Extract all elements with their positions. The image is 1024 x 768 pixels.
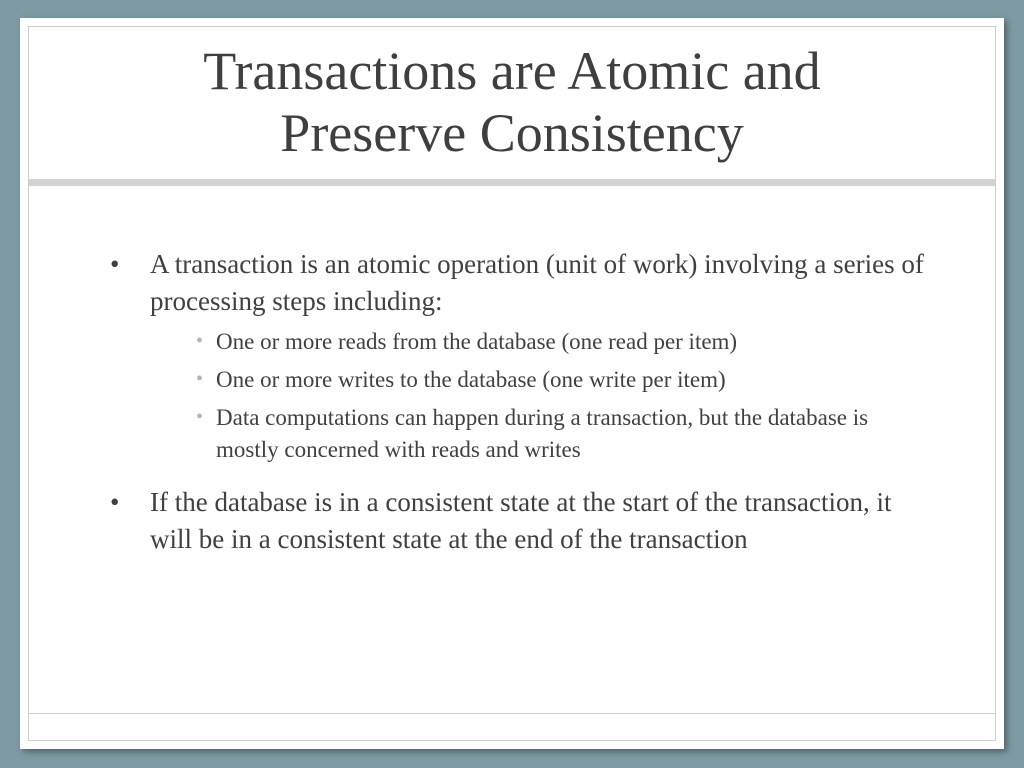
bullet-icon: • xyxy=(110,249,120,279)
sub-bullet-2 xyxy=(150,364,930,396)
sub-bullet-icon: • xyxy=(196,330,204,352)
sub-bullet-icon: • xyxy=(196,368,204,390)
bullet-1 xyxy=(110,246,930,466)
bullet-2-text: If the database is in a consistent state at the start of the transaction, it will be in a consistent state at the end of the transaction xyxy=(150,487,892,554)
footer-divider xyxy=(29,713,995,714)
slide-title xyxy=(60,40,964,164)
bullet-icon: • xyxy=(110,487,120,517)
bullet-1-text: A transaction is an atomic operation (unit of work) involving a series of processing steps including: xyxy=(150,249,924,316)
bullet-2 xyxy=(110,484,930,558)
title-line-1: Transactions are Atomic and xyxy=(203,41,821,101)
sub-bullet-1-text: One or more reads from the database (one read per item) xyxy=(216,329,738,354)
slide xyxy=(20,18,1004,749)
slide-body xyxy=(110,246,930,572)
sub-bullet-icon: • xyxy=(196,406,204,428)
title-divider xyxy=(29,179,995,186)
sub-bullet-3 xyxy=(150,402,930,466)
sub-bullet-3-text: Data computations can happen during a transaction, but the database is mostly concerned with reads and writes xyxy=(216,405,869,462)
sub-bullet-2-text: One or more writes to the database (one write per item) xyxy=(216,367,726,392)
sub-bullet-1 xyxy=(150,326,930,358)
title-line-2: Preserve Consistency xyxy=(280,103,744,163)
